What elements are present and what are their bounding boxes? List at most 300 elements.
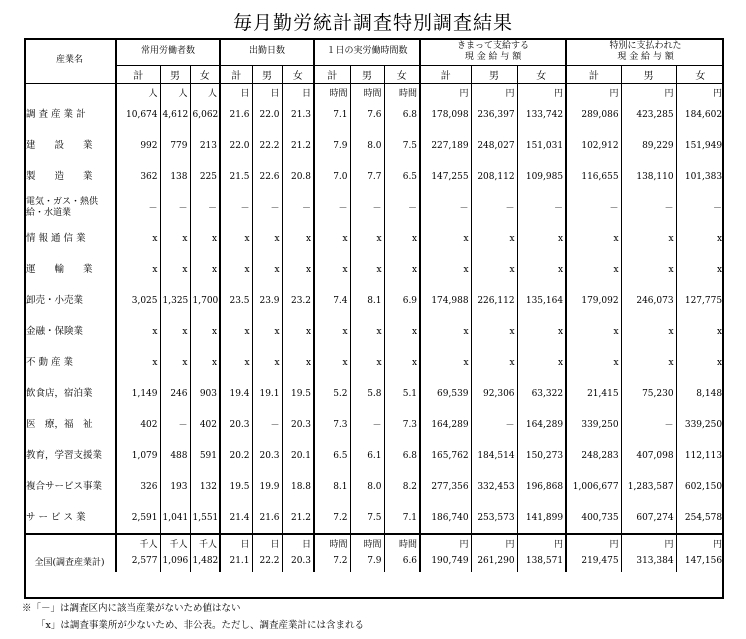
- value-cell: 5.8: [350, 378, 384, 409]
- value-cell: 1,325: [160, 285, 190, 316]
- unit-cell: 日: [252, 534, 282, 550]
- unit-label-blank: [24, 534, 116, 550]
- value-cell: x: [220, 316, 252, 347]
- value-cell: 165,762: [420, 440, 471, 471]
- value-cell: 8,148: [676, 378, 724, 409]
- value-cell: 22.2: [252, 130, 282, 161]
- value-cell: x: [220, 347, 252, 378]
- value-cell: x: [621, 347, 676, 378]
- value-cell: 133,742: [517, 99, 566, 130]
- industry-name: 医 療，福 祉: [26, 419, 93, 430]
- industry-name: 情 報 通 信 業: [26, 233, 86, 244]
- unit-cell: 千人: [190, 534, 220, 550]
- value-cell: 246: [160, 378, 190, 409]
- value-cell: x: [350, 316, 384, 347]
- value-cell: 7.3: [314, 409, 350, 440]
- value-cell: x: [252, 316, 282, 347]
- sub-header-total: 計: [314, 66, 350, 84]
- footnotes: [22, 600, 364, 634]
- unit-label-blank: [24, 84, 116, 100]
- sub-header-total: 計: [420, 66, 471, 84]
- table-row: [24, 285, 724, 316]
- value-cell: 7.1: [384, 502, 420, 534]
- value-cell: 109,985: [517, 161, 566, 192]
- value-cell: 1,149: [116, 378, 160, 409]
- unit-cell: 日: [252, 84, 282, 100]
- unit-cell: 円: [676, 534, 724, 550]
- value-cell: x: [471, 223, 517, 254]
- total-unit-row: [24, 534, 724, 550]
- table-row: [24, 502, 724, 534]
- unit-cell: 時間: [384, 534, 420, 550]
- value-cell: x: [190, 223, 220, 254]
- industry-name: サ ー ビ ス 業: [26, 512, 86, 523]
- group-header-days: 出勤日数: [220, 38, 314, 66]
- value-cell: 227,189: [420, 130, 471, 161]
- value-cell: 21.1: [220, 550, 252, 572]
- value-cell: x: [676, 223, 724, 254]
- value-cell: 21.6: [252, 502, 282, 534]
- industry-name: 教育，学習支援業: [26, 450, 103, 461]
- value-cell: x: [160, 254, 190, 285]
- value-cell: 339,250: [566, 409, 621, 440]
- value-cell: x: [621, 223, 676, 254]
- industry-name: 金融・保険業: [26, 326, 84, 337]
- value-cell: 236,397: [471, 99, 517, 130]
- industry-name: 調 査 産 業 計: [26, 109, 86, 120]
- value-cell: 22.0: [252, 99, 282, 130]
- value-cell: x: [190, 254, 220, 285]
- value-cell: x: [566, 254, 621, 285]
- value-cell: x: [621, 254, 676, 285]
- value-cell: 21,415: [566, 378, 621, 409]
- value-cell: 174,988: [420, 285, 471, 316]
- value-cell: 8.2: [384, 471, 420, 502]
- value-cell: x: [420, 223, 471, 254]
- value-cell: x: [471, 347, 517, 378]
- value-cell: 7.5: [350, 502, 384, 534]
- value-cell: 193: [160, 471, 190, 502]
- value-cell: 6.5: [384, 161, 420, 192]
- value-cell: x: [566, 347, 621, 378]
- value-cell: 135,164: [517, 285, 566, 316]
- value-cell: x: [676, 254, 724, 285]
- value-cell: x: [384, 347, 420, 378]
- unit-cell: 円: [621, 84, 676, 100]
- value-cell: 19.1: [252, 378, 282, 409]
- total-industry-name: 全国(調査産業計): [34, 557, 105, 568]
- value-cell: 21.5: [220, 161, 252, 192]
- value-cell: 63,322: [517, 378, 566, 409]
- value-cell: 7.1: [314, 99, 350, 130]
- value-cell: x: [220, 223, 252, 254]
- value-cell: 226,112: [471, 285, 517, 316]
- table-row: [24, 440, 724, 471]
- industry-name: 卸売・小売業: [26, 295, 84, 306]
- value-cell: 179,092: [566, 285, 621, 316]
- value-cell: x: [220, 254, 252, 285]
- value-cell: 362: [116, 161, 160, 192]
- value-cell: 20.8: [282, 161, 314, 192]
- value-cell: 219,475: [566, 550, 621, 572]
- sub-header-female: 女: [384, 66, 420, 84]
- value-cell: －: [420, 192, 471, 223]
- value-cell: 6.9: [384, 285, 420, 316]
- value-cell: x: [252, 347, 282, 378]
- unit-cell: 円: [517, 84, 566, 100]
- group-header-hours: １日の実労働時間数: [314, 38, 420, 66]
- value-cell: 196,868: [517, 471, 566, 502]
- value-cell: 132: [190, 471, 220, 502]
- unit-cell: 人: [190, 84, 220, 100]
- unit-cell: 千人: [116, 534, 160, 550]
- value-cell: 184,514: [471, 440, 517, 471]
- value-cell: 8.0: [350, 471, 384, 502]
- value-cell: 7.2: [314, 502, 350, 534]
- value-cell: 313,384: [621, 550, 676, 572]
- value-cell: 402: [190, 409, 220, 440]
- value-cell: 116,655: [566, 161, 621, 192]
- value-cell: 19.9: [252, 471, 282, 502]
- value-cell: 10,674: [116, 99, 160, 130]
- value-cell: 22.2: [252, 550, 282, 572]
- value-cell: 164,289: [517, 409, 566, 440]
- value-cell: x: [566, 316, 621, 347]
- value-cell: x: [517, 347, 566, 378]
- value-cell: 89,229: [621, 130, 676, 161]
- value-cell: 19.5: [282, 378, 314, 409]
- value-cell: 138,571: [517, 550, 566, 572]
- value-cell: －: [676, 192, 724, 223]
- sub-header-male: 男: [621, 66, 676, 84]
- value-cell: 6,062: [190, 99, 220, 130]
- sub-header-female: 女: [282, 66, 314, 84]
- value-cell: x: [116, 254, 160, 285]
- value-cell: 1,079: [116, 440, 160, 471]
- value-cell: 3,025: [116, 285, 160, 316]
- value-cell: 407,098: [621, 440, 676, 471]
- value-cell: x: [190, 316, 220, 347]
- table-row: [24, 316, 724, 347]
- value-cell: 400,735: [566, 502, 621, 534]
- table-row: [24, 471, 724, 502]
- value-cell: 21.6: [220, 99, 252, 130]
- sub-header-female: 女: [676, 66, 724, 84]
- value-cell: 21.3: [282, 99, 314, 130]
- value-cell: 208,112: [471, 161, 517, 192]
- value-cell: x: [676, 316, 724, 347]
- footnote-x: 「x」は調査事業所が少ないため、非公表。ただし、調査産業計には含まれる: [36, 620, 364, 631]
- unit-cell: 人: [116, 84, 160, 100]
- value-cell: －: [517, 192, 566, 223]
- industry-name: 運 輸 業: [26, 264, 93, 275]
- value-cell: －: [252, 192, 282, 223]
- value-cell: 4,612: [160, 99, 190, 130]
- value-cell: x: [566, 223, 621, 254]
- value-cell: 20.1: [282, 440, 314, 471]
- value-cell: 151,031: [517, 130, 566, 161]
- value-cell: x: [676, 347, 724, 378]
- value-cell: 7.5: [384, 130, 420, 161]
- value-cell: 254,578: [676, 502, 724, 534]
- value-cell: x: [314, 254, 350, 285]
- value-cell: －: [252, 409, 282, 440]
- value-cell: x: [350, 223, 384, 254]
- table-row: [24, 192, 724, 223]
- value-cell: 992: [116, 130, 160, 161]
- footnote-dash: ※「－」は調査区内に該当産業がないため値はない: [22, 603, 241, 614]
- value-cell: 602,150: [676, 471, 724, 502]
- value-cell: x: [116, 347, 160, 378]
- value-cell: x: [282, 254, 314, 285]
- value-cell: 591: [190, 440, 220, 471]
- value-cell: 8.0: [350, 130, 384, 161]
- value-cell: 326: [116, 471, 160, 502]
- value-cell: 22.0: [220, 130, 252, 161]
- value-cell: 101,383: [676, 161, 724, 192]
- value-cell: 246,073: [621, 285, 676, 316]
- value-cell: －: [350, 192, 384, 223]
- value-cell: 112,113: [676, 440, 724, 471]
- unit-cell: 円: [566, 534, 621, 550]
- sub-header-male: 男: [471, 66, 517, 84]
- value-cell: 75,230: [621, 378, 676, 409]
- unit-cell: 時間: [350, 534, 384, 550]
- value-cell: 138,110: [621, 161, 676, 192]
- value-cell: x: [252, 223, 282, 254]
- value-cell: 423,285: [621, 99, 676, 130]
- value-cell: 23.9: [252, 285, 282, 316]
- value-cell: 7.9: [350, 550, 384, 572]
- page-title: 毎月勤労統計調査特別調査結果: [232, 12, 513, 34]
- unit-cell: 円: [621, 534, 676, 550]
- group-header-regular-pay: きまって支給する 現 金 給 与 額: [420, 38, 566, 66]
- value-cell: 138: [160, 161, 190, 192]
- value-cell: x: [314, 347, 350, 378]
- value-cell: 20.3: [252, 440, 282, 471]
- value-cell: 6.5: [314, 440, 350, 471]
- value-cell: 147,156: [676, 550, 724, 572]
- unit-cell: 日: [282, 84, 314, 100]
- table-row: [24, 161, 724, 192]
- unit-row: [24, 84, 724, 100]
- value-cell: －: [220, 192, 252, 223]
- value-cell: 178,098: [420, 99, 471, 130]
- value-cell: x: [517, 254, 566, 285]
- sub-header-total: 計: [116, 66, 160, 84]
- table-row: [24, 347, 724, 378]
- value-cell: x: [384, 254, 420, 285]
- value-cell: x: [282, 316, 314, 347]
- industry-name: 製 造 業: [26, 171, 93, 182]
- value-cell: 5.1: [384, 378, 420, 409]
- value-cell: 402: [116, 409, 160, 440]
- value-cell: x: [190, 347, 220, 378]
- value-cell: 20.3: [282, 409, 314, 440]
- value-cell: 7.6: [350, 99, 384, 130]
- value-cell: 6.6: [384, 550, 420, 572]
- value-cell: －: [314, 192, 350, 223]
- statistics-table: [24, 38, 724, 572]
- value-cell: x: [350, 254, 384, 285]
- unit-cell: 時間: [314, 534, 350, 550]
- value-cell: x: [314, 316, 350, 347]
- value-cell: 151,949: [676, 130, 724, 161]
- value-cell: 184,602: [676, 99, 724, 130]
- value-cell: 23.2: [282, 285, 314, 316]
- value-cell: 332,453: [471, 471, 517, 502]
- value-cell: x: [384, 316, 420, 347]
- unit-cell: 円: [471, 84, 517, 100]
- value-cell: －: [621, 409, 676, 440]
- value-cell: 253,573: [471, 502, 517, 534]
- value-cell: 7.0: [314, 161, 350, 192]
- value-cell: x: [160, 223, 190, 254]
- value-cell: 5.2: [314, 378, 350, 409]
- value-cell: 2,591: [116, 502, 160, 534]
- value-cell: 339,250: [676, 409, 724, 440]
- value-cell: x: [517, 316, 566, 347]
- value-cell: x: [282, 347, 314, 378]
- value-cell: 127,775: [676, 285, 724, 316]
- value-cell: 248,027: [471, 130, 517, 161]
- value-cell: 21.2: [282, 130, 314, 161]
- value-cell: x: [384, 223, 420, 254]
- table-row: [24, 409, 724, 440]
- value-cell: 1,482: [190, 550, 220, 572]
- value-cell: x: [621, 316, 676, 347]
- value-cell: 92,306: [471, 378, 517, 409]
- industry-name: 不 動 産 業: [26, 357, 74, 368]
- table-row: [24, 130, 724, 161]
- unit-cell: 円: [420, 534, 471, 550]
- sub-header-total: 計: [566, 66, 621, 84]
- unit-cell: 人: [160, 84, 190, 100]
- value-cell: 1,551: [190, 502, 220, 534]
- value-cell: －: [160, 409, 190, 440]
- value-cell: 903: [190, 378, 220, 409]
- value-cell: 277,356: [420, 471, 471, 502]
- value-cell: －: [116, 192, 160, 223]
- value-cell: 261,290: [471, 550, 517, 572]
- value-cell: 21.2: [282, 502, 314, 534]
- value-cell: －: [350, 409, 384, 440]
- value-cell: 1,096: [160, 550, 190, 572]
- value-cell: x: [350, 347, 384, 378]
- value-cell: 213: [190, 130, 220, 161]
- table-row: [24, 378, 724, 409]
- value-cell: －: [160, 192, 190, 223]
- unit-cell: 円: [471, 534, 517, 550]
- value-cell: 186,740: [420, 502, 471, 534]
- value-cell: x: [160, 316, 190, 347]
- unit-cell: 日: [220, 534, 252, 550]
- unit-cell: 時間: [384, 84, 420, 100]
- value-cell: 1,006,677: [566, 471, 621, 502]
- value-cell: 141,899: [517, 502, 566, 534]
- value-cell: x: [471, 254, 517, 285]
- unit-cell: 日: [282, 534, 314, 550]
- unit-cell: 時間: [350, 84, 384, 100]
- unit-cell: 時間: [314, 84, 350, 100]
- industry-name: 電気・ガス・熱供給・水道業: [26, 196, 99, 218]
- unit-cell: 円: [420, 84, 471, 100]
- value-cell: 779: [160, 130, 190, 161]
- value-cell: 1,283,587: [621, 471, 676, 502]
- value-cell: －: [566, 192, 621, 223]
- unit-cell: 円: [676, 84, 724, 100]
- value-cell: x: [517, 223, 566, 254]
- industry-header: 産業名: [24, 38, 116, 84]
- value-cell: 18.8: [282, 471, 314, 502]
- industry-name: 複合サービス事業: [26, 481, 103, 492]
- value-cell: 20.3: [220, 409, 252, 440]
- unit-cell: 日: [220, 84, 252, 100]
- sub-header-total: 計: [220, 66, 252, 84]
- value-cell: 225: [190, 161, 220, 192]
- value-cell: 19.5: [220, 471, 252, 502]
- industry-name: 飲食店，宿泊業: [26, 388, 93, 399]
- value-cell: 7.9: [314, 130, 350, 161]
- sub-header-female: 女: [190, 66, 220, 84]
- value-cell: 1,700: [190, 285, 220, 316]
- value-cell: －: [384, 192, 420, 223]
- value-cell: 6.1: [350, 440, 384, 471]
- value-cell: 19.4: [220, 378, 252, 409]
- sub-header-male: 男: [160, 66, 190, 84]
- value-cell: 289,086: [566, 99, 621, 130]
- value-cell: x: [116, 223, 160, 254]
- value-cell: x: [252, 254, 282, 285]
- value-cell: 21.4: [220, 502, 252, 534]
- value-cell: －: [471, 409, 517, 440]
- sub-header-male: 男: [252, 66, 282, 84]
- value-cell: x: [420, 347, 471, 378]
- value-cell: 20.3: [282, 550, 314, 572]
- value-cell: －: [471, 192, 517, 223]
- value-cell: 7.7: [350, 161, 384, 192]
- total-row: [24, 550, 724, 572]
- value-cell: －: [621, 192, 676, 223]
- table-row: [24, 223, 724, 254]
- value-cell: 20.2: [220, 440, 252, 471]
- value-cell: 6.8: [384, 99, 420, 130]
- value-cell: 7.2: [314, 550, 350, 572]
- unit-cell: 円: [566, 84, 621, 100]
- value-cell: x: [282, 223, 314, 254]
- table-row: [24, 99, 724, 130]
- value-cell: 147,255: [420, 161, 471, 192]
- value-cell: 1,041: [160, 502, 190, 534]
- value-cell: 6.8: [384, 440, 420, 471]
- value-cell: 8.1: [350, 285, 384, 316]
- value-cell: 8.1: [314, 471, 350, 502]
- value-cell: x: [420, 316, 471, 347]
- table-row: [24, 254, 724, 285]
- unit-cell: 円: [517, 534, 566, 550]
- value-cell: 2,577: [116, 550, 160, 572]
- group-header-special-pay: 特別に支払われた 現 金 給 与 額: [566, 38, 724, 66]
- value-cell: x: [160, 347, 190, 378]
- value-cell: 190,749: [420, 550, 471, 572]
- unit-cell: 千人: [160, 534, 190, 550]
- value-cell: x: [471, 316, 517, 347]
- value-cell: －: [190, 192, 220, 223]
- group-header-workers: 常用労働者数: [116, 38, 220, 66]
- value-cell: －: [282, 192, 314, 223]
- value-cell: x: [420, 254, 471, 285]
- value-cell: 164,289: [420, 409, 471, 440]
